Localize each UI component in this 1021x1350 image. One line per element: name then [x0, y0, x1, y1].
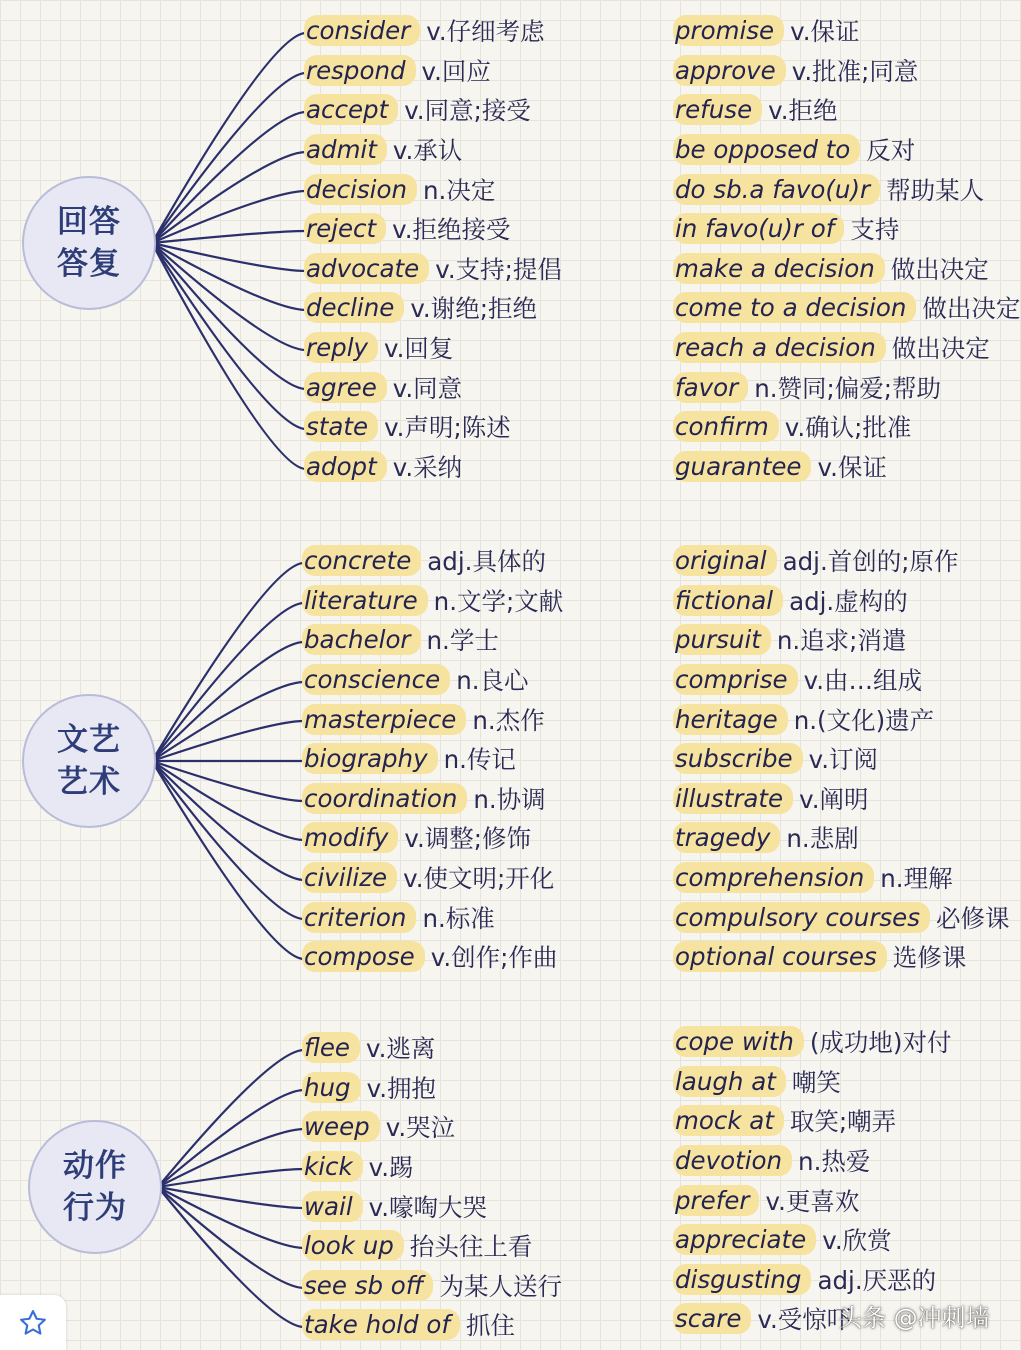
chinese-meaning: v.更喜欢 — [765, 1186, 860, 1216]
vocab-item — [673, 51, 1020, 91]
english-term: optional courses — [673, 941, 887, 972]
chinese-meaning: v.保证 — [790, 17, 860, 47]
chinese-meaning: v.由…组成 — [803, 666, 922, 696]
branch-line — [152, 73, 306, 243]
english-term: come to a decision — [673, 292, 916, 323]
english-term: appreciate — [673, 1224, 816, 1255]
vocab-item — [673, 130, 1020, 170]
vocab-item — [304, 407, 562, 447]
chinese-meaning: v.调整;修饰 — [404, 824, 531, 854]
chinese-meaning: adj.虚构的 — [789, 586, 908, 616]
branch-line — [158, 1187, 304, 1208]
chinese-meaning: n.文学;文献 — [433, 586, 564, 616]
branch-line — [152, 761, 304, 880]
english-term: make a decision — [673, 253, 885, 284]
chinese-meaning: v.阐明 — [799, 784, 869, 814]
chinese-meaning: v.仔细考虑 — [426, 17, 545, 47]
branch-line — [152, 761, 304, 959]
vocab-item — [304, 288, 562, 328]
chinese-meaning: v.创作;作曲 — [430, 943, 558, 973]
chinese-meaning: v.回复 — [384, 334, 454, 364]
chinese-meaning: n.赞同;偏爱;帮助 — [754, 373, 942, 403]
chinese-meaning: 做出决定 — [890, 254, 989, 284]
english-term: conscience — [302, 664, 450, 695]
chinese-meaning: 选修课 — [892, 943, 967, 973]
english-term: disgusting — [673, 1264, 811, 1295]
vocab-item — [673, 209, 1020, 249]
vocab-item — [673, 367, 1020, 407]
english-term: agree — [304, 372, 387, 403]
chinese-meaning: v.确认;批准 — [784, 413, 912, 443]
english-term: consider — [304, 15, 420, 46]
vocab-item — [673, 937, 1010, 977]
branch-line — [152, 603, 304, 761]
chinese-meaning: v.哭泣 — [385, 1113, 456, 1143]
chinese-meaning: n.悲剧 — [786, 824, 859, 854]
branch-line — [152, 682, 304, 761]
hub-label-line2: 行为 — [63, 1190, 127, 1226]
chinese-meaning: n.杰作 — [472, 705, 545, 735]
branch-line — [152, 243, 306, 271]
english-term: guarantee — [673, 451, 811, 482]
english-term: take hold of — [302, 1309, 460, 1340]
vocab-item — [302, 937, 563, 977]
vocab-item — [673, 1141, 951, 1181]
branch-line — [152, 642, 304, 761]
branch-line — [152, 231, 306, 243]
chinese-meaning: adj.具体的 — [427, 547, 546, 577]
english-term: masterpiece — [302, 704, 466, 735]
chinese-meaning: v.同意 — [392, 373, 463, 403]
chinese-meaning: 支持 — [850, 215, 900, 245]
vocab-item — [673, 1101, 951, 1141]
chinese-meaning: n.良心 — [456, 666, 529, 696]
vocab-item — [302, 858, 563, 898]
chinese-meaning: 抓住 — [465, 1311, 515, 1341]
english-term: biography — [302, 743, 438, 774]
english-term: comprehension — [673, 862, 874, 893]
chinese-meaning: v.订阅 — [808, 745, 878, 775]
branch-line — [152, 112, 306, 243]
english-term: concrete — [302, 545, 421, 576]
english-term: flee — [302, 1032, 360, 1063]
branch-line — [152, 721, 304, 761]
vocab-item — [673, 897, 1010, 937]
english-term: state — [304, 411, 378, 442]
vocab-item — [302, 739, 563, 779]
watermark: 头条 @冲刺墙 — [838, 1304, 990, 1332]
branch-line — [152, 152, 306, 243]
chinese-meaning: 为某人送行 — [439, 1271, 562, 1301]
hub-label-line2: 艺术 — [57, 764, 121, 800]
chinese-meaning: 嘲笑 — [791, 1067, 841, 1097]
english-term: scare — [673, 1303, 751, 1334]
english-term: refuse — [673, 94, 762, 125]
chinese-meaning: n.(文化)遗产 — [793, 705, 935, 735]
vocab-item — [673, 541, 1010, 581]
chinese-meaning: v.嚎啕大哭 — [368, 1192, 488, 1222]
branch-line — [152, 243, 306, 469]
vocab-item — [302, 818, 563, 858]
chinese-meaning: v.逃离 — [365, 1034, 436, 1064]
vocab-item — [302, 620, 563, 660]
hub-label-line1: 回答 — [57, 204, 121, 240]
chinese-meaning: n.理解 — [880, 864, 953, 894]
chinese-meaning: v.同意;接受 — [404, 96, 531, 126]
vocab-item — [302, 1068, 562, 1108]
chinese-meaning: n.追求;消遣 — [776, 626, 907, 656]
english-term: in favo(u)r of — [673, 213, 844, 244]
star-outline-icon — [18, 1308, 48, 1338]
vocab-item — [302, 1266, 562, 1306]
english-term: decision — [304, 174, 417, 205]
english-term: approve — [673, 55, 786, 86]
chinese-meaning: n.决定 — [423, 175, 496, 205]
english-term: wail — [302, 1191, 363, 1222]
vocab-item — [302, 1147, 562, 1187]
english-term: modify — [302, 822, 398, 853]
english-term: confirm — [673, 411, 779, 442]
chinese-meaning: adj.厌恶的 — [817, 1265, 937, 1295]
chinese-meaning: 反对 — [866, 136, 916, 166]
branch-line — [152, 761, 304, 801]
english-term: do sb.a favo(u)r — [673, 174, 880, 205]
vocab-item — [304, 328, 562, 368]
vocab-item — [673, 1220, 951, 1260]
chinese-meaning: n.热爱 — [798, 1147, 871, 1177]
chinese-meaning: v.受惊吓 — [757, 1305, 852, 1335]
vocab-item — [673, 1260, 951, 1300]
chinese-meaning: n.传记 — [443, 745, 516, 775]
vocab-item — [673, 620, 1010, 660]
vocab-item — [673, 169, 1020, 209]
vocab-item — [304, 249, 562, 289]
english-term: favor — [673, 372, 748, 403]
english-term: admit — [304, 134, 387, 165]
vocab-item — [302, 660, 563, 700]
english-term: accept — [304, 94, 398, 125]
topic-hub-actions — [28, 1120, 162, 1254]
branch-line — [158, 1169, 304, 1187]
english-term: pursuit — [673, 624, 771, 655]
branch-line — [158, 1090, 304, 1187]
english-term: civilize — [302, 862, 397, 893]
chinese-meaning: v.谢绝;拒绝 — [410, 294, 537, 324]
english-term: criterion — [302, 902, 416, 933]
vocab-item — [673, 779, 1010, 819]
branch-line — [152, 191, 306, 243]
chinese-meaning: n.协调 — [473, 784, 546, 814]
hub-label-line1: 文艺 — [57, 722, 121, 758]
vocab-item — [673, 407, 1020, 447]
english-term: bachelor — [302, 624, 421, 655]
chinese-meaning: 做出决定 — [891, 334, 990, 364]
vocab-item — [302, 1028, 562, 1068]
vocab-item — [673, 447, 1020, 487]
vocab-item — [673, 11, 1020, 51]
branch-line — [158, 1129, 304, 1187]
vocab-item — [673, 90, 1020, 130]
english-term: literature — [302, 585, 428, 616]
english-term: reply — [304, 332, 378, 363]
english-term: illustrate — [673, 783, 793, 814]
english-term: look up — [302, 1230, 404, 1261]
english-term: be opposed to — [673, 134, 860, 165]
chinese-meaning: n.学士 — [426, 626, 499, 656]
english-term: mock at — [673, 1105, 784, 1136]
vocab-item — [302, 1107, 562, 1147]
english-term: advocate — [304, 253, 429, 284]
vocab-item — [302, 581, 563, 621]
word-list-actions-left — [302, 1028, 562, 1345]
chinese-meaning: adj.首创的;原作 — [782, 547, 959, 577]
english-term: compulsory courses — [673, 902, 930, 933]
chinese-meaning: v.声明;陈述 — [384, 413, 511, 443]
chinese-meaning: v.批准;同意 — [791, 56, 919, 86]
word-list-actions-right — [673, 1022, 951, 1339]
english-term: compose — [302, 941, 425, 972]
english-term: see sb off — [302, 1270, 433, 1301]
vocab-item — [304, 447, 562, 487]
vocab-item — [673, 699, 1010, 739]
vocab-item — [304, 51, 562, 91]
english-term: prefer — [673, 1185, 759, 1216]
chinese-meaning: v.保证 — [817, 452, 887, 482]
branch-line — [152, 761, 304, 919]
vocab-item — [673, 581, 1010, 621]
english-term: laugh at — [673, 1066, 786, 1097]
vocab-item — [673, 818, 1010, 858]
vocab-item — [302, 897, 563, 937]
english-term: heritage — [673, 704, 788, 735]
branch-line — [158, 1050, 304, 1187]
vocab-item — [302, 1305, 562, 1345]
vocab-item — [304, 11, 562, 51]
vocab-item — [673, 739, 1010, 779]
english-term: tragedy — [673, 822, 780, 853]
chinese-meaning: (成功地)对付 — [809, 1028, 952, 1058]
chinese-meaning: v.踢 — [368, 1153, 414, 1183]
english-term: reject — [304, 213, 386, 244]
english-term: subscribe — [673, 743, 803, 774]
topic-hub-answer — [22, 176, 156, 310]
vocab-item — [673, 1180, 951, 1220]
word-list-arts-right — [673, 541, 1010, 977]
vocab-item — [304, 169, 562, 209]
vocab-item — [304, 367, 562, 407]
branch-line — [152, 243, 306, 429]
branch-line — [152, 243, 306, 389]
favorite-button[interactable] — [0, 1295, 66, 1350]
chinese-meaning: 抬头往上看 — [409, 1232, 533, 1262]
topic-hub-arts — [22, 694, 156, 828]
english-term: hug — [302, 1072, 361, 1103]
hub-label-line2: 答复 — [57, 246, 121, 282]
vocab-item — [304, 209, 562, 249]
chinese-meaning: v.欣赏 — [822, 1226, 892, 1256]
vocab-item — [673, 288, 1020, 328]
chinese-meaning: 帮助某人 — [886, 175, 985, 205]
chinese-meaning: v.使文明;开化 — [403, 864, 555, 894]
english-term: fictional — [673, 585, 783, 616]
vocab-item — [673, 249, 1020, 289]
english-term: comprise — [673, 664, 798, 695]
vocab-item — [673, 858, 1010, 898]
english-term: kick — [302, 1151, 363, 1182]
english-term: weep — [302, 1111, 380, 1142]
chinese-meaning: v.拥抱 — [366, 1073, 436, 1103]
vocab-item — [302, 779, 563, 819]
english-term: devotion — [673, 1145, 792, 1176]
vocab-item — [302, 1186, 562, 1226]
word-list-arts-left — [302, 541, 563, 977]
english-term: coordination — [302, 783, 467, 814]
chinese-meaning: n.标准 — [422, 903, 495, 933]
branch-line — [158, 1187, 304, 1248]
chinese-meaning: 必修课 — [936, 903, 1010, 933]
branch-line — [152, 243, 306, 310]
chinese-meaning: 做出决定 — [922, 294, 1021, 324]
word-list-answer-right — [673, 11, 1020, 486]
vocab-item — [302, 541, 563, 581]
branch-line — [152, 33, 306, 243]
vocab-item — [304, 90, 562, 130]
chinese-meaning: v.拒绝接受 — [392, 215, 511, 245]
branch-line — [152, 761, 304, 840]
english-term: respond — [304, 55, 416, 86]
branch-line — [158, 1187, 304, 1288]
vocab-item — [673, 1062, 951, 1102]
english-term: cope with — [673, 1026, 804, 1057]
chinese-meaning: v.承认 — [392, 136, 463, 166]
english-term: original — [673, 545, 777, 576]
chinese-meaning: v.回应 — [421, 56, 491, 86]
hub-label-line1: 动作 — [63, 1148, 127, 1184]
vocab-item — [673, 660, 1010, 700]
chinese-meaning: v.拒绝 — [768, 96, 838, 126]
vocab-item — [304, 130, 562, 170]
word-list-answer-left — [304, 11, 562, 486]
english-term: decline — [304, 292, 404, 323]
chinese-meaning: 取笑;嘲弄 — [789, 1107, 897, 1137]
branch-line — [152, 563, 304, 761]
vocab-item — [302, 1226, 562, 1266]
branch-line — [152, 243, 306, 350]
vocab-item — [302, 699, 563, 739]
branch-line — [158, 1187, 304, 1327]
vocab-item — [673, 1022, 951, 1062]
chinese-meaning: v.支持;提倡 — [435, 254, 562, 284]
english-term: adopt — [304, 451, 387, 482]
chinese-meaning: v.采纳 — [392, 452, 463, 482]
english-term: promise — [673, 15, 784, 46]
english-term: reach a decision — [673, 332, 886, 363]
vocab-item — [673, 328, 1020, 368]
